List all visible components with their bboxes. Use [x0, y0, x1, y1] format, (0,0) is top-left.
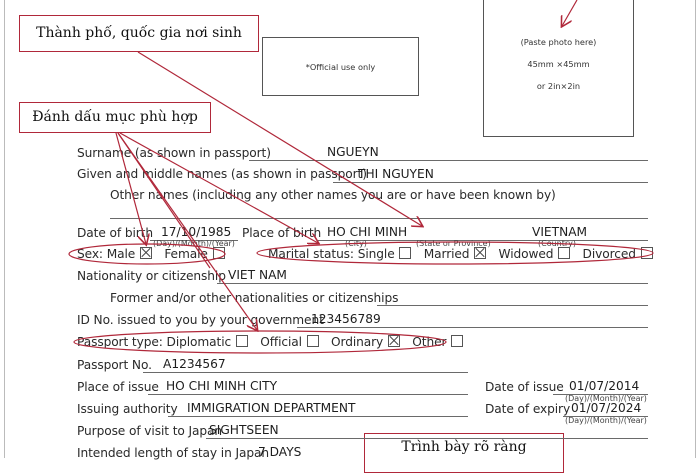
marital-divorced-label: Divorced — [582, 247, 636, 261]
city-hint: (City) — [345, 239, 367, 248]
sex-label: Sex: — [77, 247, 103, 261]
marital-widowed-checkbox[interactable] — [558, 247, 570, 259]
marital-married-checkbox[interactable] — [474, 247, 486, 259]
passport-no-field[interactable]: A1234567 — [163, 357, 226, 371]
callout-present-text: Trình bày rõ ràng — [401, 439, 527, 455]
sex-male-checkbox[interactable] — [140, 247, 152, 259]
given-names-line — [333, 182, 648, 183]
passport-no-label: Passport No. — [77, 358, 152, 372]
other-names-label: Other names (including any other names you are or have been known by) — [110, 188, 556, 202]
marital-group — [268, 247, 654, 261]
sex-female-checkbox[interactable] — [213, 247, 225, 259]
marital-single-checkbox[interactable] — [399, 247, 411, 259]
id-no-field[interactable]: 123456789 — [311, 312, 381, 326]
marital-married-label: Married — [423, 247, 470, 261]
dob-hint: (Day)/(Month)/(Year) — [153, 239, 235, 248]
given-names-label: Given and middle names (as shown in passport) — [77, 167, 367, 181]
callout-check-text: Đánh dấu mục phù hợp — [32, 109, 198, 125]
marital-widowed-label: Widowed — [498, 247, 554, 261]
purpose-label: Purpose of visit to Japan — [77, 424, 222, 438]
nationality-line — [217, 283, 648, 284]
passport-other-label: Other — [412, 335, 447, 349]
marital-divorced-checkbox[interactable] — [641, 247, 653, 259]
place-of-issue-line — [148, 394, 468, 395]
issuing-authority-label: Issuing authority — [77, 402, 178, 416]
place-of-issue-field[interactable]: HO CHI MINH CITY — [166, 379, 278, 393]
date-of-issue-label: Date of issue — [485, 380, 564, 394]
callout-birthplace — [19, 15, 259, 52]
former-nationality-label: Former and/or other nationalities or citizenships — [110, 291, 399, 305]
callout-birthplace-text: Thành phố, quốc gia nơi sinh — [36, 25, 242, 41]
purpose-field[interactable]: SIGHTSEEN — [209, 423, 279, 437]
passport-type-group — [77, 335, 464, 349]
issuing-authority-field[interactable]: IMMIGRATION DEPARTMENT — [187, 401, 356, 415]
passport-ordinary-label: Ordinary — [331, 335, 384, 349]
id-no-line — [297, 327, 648, 328]
date-of-issue-hint: (Day)/(Month)/(Year) — [565, 394, 647, 403]
surname-line — [249, 160, 648, 161]
official-use-box — [262, 37, 419, 96]
state-hint: (State or Province) — [416, 239, 491, 248]
passport-diplomatic-checkbox[interactable] — [236, 335, 248, 347]
passport-ordinary-checkbox[interactable] — [388, 335, 400, 347]
callout-check-appropriate — [19, 102, 211, 133]
date-of-issue-field[interactable]: 01/07/2014 — [569, 379, 640, 393]
marital-single-label: Single — [357, 247, 395, 261]
sex-female-label: Female — [164, 247, 208, 261]
former-nationality-line[interactable] — [377, 305, 648, 306]
surname-field[interactable]: NGUEYN — [327, 145, 379, 159]
country-hint: (Country) — [538, 239, 577, 248]
passport-diplomatic-label: Diplomatic — [166, 335, 232, 349]
purpose-line — [206, 438, 648, 439]
dob-field[interactable]: 17/10/1985 — [161, 225, 232, 239]
date-of-expiry-hint: (Day)/(Month)/(Year) — [565, 416, 647, 425]
length-of-stay-label: Intended length of stay in Japan — [77, 446, 269, 460]
length-of-stay-field[interactable]: 7 DAYS — [258, 445, 302, 459]
nationality-field[interactable]: VIET NAM — [228, 268, 287, 282]
passport-type-label: Passport type: — [77, 335, 163, 349]
photo-text-2: 45mm ×45mm — [527, 59, 590, 69]
sex-group — [77, 247, 226, 261]
dob-label: Date of birth — [77, 226, 153, 240]
birth-country-field[interactable]: VIETNAM — [532, 225, 588, 239]
photo-box — [483, 0, 634, 137]
surname-label: Surname (as shown in passport) — [77, 146, 271, 160]
place-of-issue-label: Place of issue — [77, 380, 159, 394]
other-names-line[interactable] — [110, 218, 648, 219]
callout-present-clearly — [364, 433, 564, 473]
birth-city-field[interactable]: HO CHI MINH — [327, 225, 408, 239]
issuing-authority-line — [168, 416, 468, 417]
sex-male-label: Male — [106, 247, 136, 261]
passport-official-label: Official — [260, 335, 302, 349]
passport-no-line — [143, 372, 468, 373]
place-of-birth-label: Place of birth — [242, 226, 322, 240]
date-of-expiry-label: Date of expiry — [485, 402, 571, 416]
nationality-label: Nationality or citizenship — [77, 269, 226, 283]
id-no-label: ID No. issued to you by your government — [77, 313, 324, 327]
official-use-text: *Official use only — [305, 62, 376, 72]
passport-official-checkbox[interactable] — [307, 335, 319, 347]
passport-other-checkbox[interactable] — [451, 335, 463, 347]
photo-text-3: or 2in×2in — [536, 81, 581, 91]
date-of-expiry-field[interactable]: 01/07/2024 — [571, 401, 642, 415]
marital-label: Marital status: — [268, 247, 354, 261]
given-names-field[interactable]: THI NGUYEN — [358, 167, 434, 181]
photo-text-1: (Paste photo here) — [520, 37, 597, 47]
